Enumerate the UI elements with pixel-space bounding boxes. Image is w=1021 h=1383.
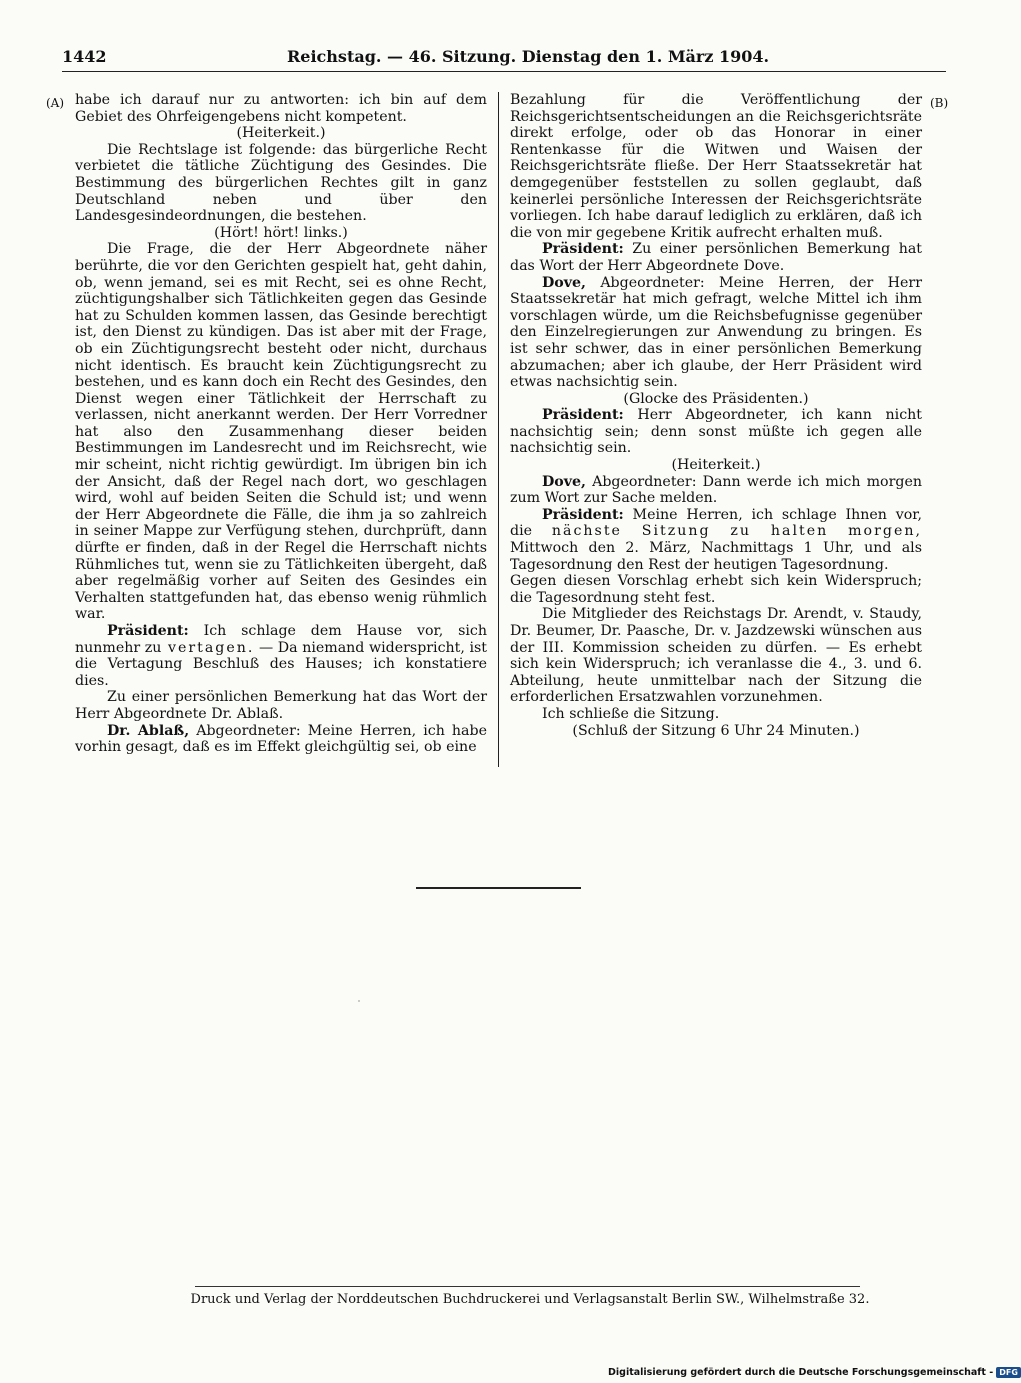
margin-marker-a: (A) — [46, 96, 65, 110]
paragraph-text: Ich schließe die Sitzung. — [542, 705, 720, 722]
paragraph — [75, 623, 487, 689]
paragraph — [75, 92, 487, 125]
credit-text: Digitalisierung gefördert durch die Deutsche Forschungsgemeinschaft - — [608, 1367, 994, 1378]
paragraph — [510, 573, 922, 606]
speaker-name: Präsident: — [542, 241, 624, 258]
paragraph — [510, 474, 922, 507]
speaker-name: Dove, — [542, 274, 586, 291]
printer-imprint: Druck und Verlag der Norddeutschen Buchdruckerei und Verlagsanstalt Berlin SW., Wilhelmstraße 32. — [190, 1292, 870, 1307]
paragraph-text: Gegen diesen Vorschlag erhebt sich kein Widerspruch; die Tagesordnung steht fest. — [510, 573, 922, 606]
speaker-name: Präsident: — [542, 407, 624, 424]
paragraph-text: Abgeordneter: Meine Herren, ich habe vorhin gesagt, daß es im Effekt gleichgültig sei, ob eine — [75, 722, 487, 756]
paragraph — [75, 125, 487, 142]
paragraph-text: habe ich darauf nur zu antworten: ich bin auf dem Gebiet des Ohrfeigengebens nicht kompetent. — [75, 92, 487, 125]
paragraph — [510, 92, 922, 241]
paragraph — [510, 391, 922, 408]
page-number: 1442 — [62, 47, 107, 66]
paragraph — [75, 142, 487, 225]
paragraph — [510, 507, 922, 573]
running-header — [62, 47, 946, 69]
paragraph-text-rest: — Da niemand widerspricht, ist die Vertagung Beschluß des Hauses; ich konstatiere dies. — [75, 639, 487, 689]
column-divider — [498, 92, 499, 767]
end-rule — [416, 887, 581, 889]
paragraph-text-rest: Mittwoch den 2. März, Nachmittags 1 Uhr, und als Tagesordnung den Rest der heutigen Tagesordnung. — [510, 540, 922, 573]
paragraph-text: Herr Abgeordneter, ich kann nicht nachsichtig sein; denn sonst müßte ich gegen alle nachsichtig sein. — [510, 407, 922, 457]
paragraph — [510, 723, 922, 740]
paragraph-text: Die Frage, die der Herr Abgeordnete näher berührte, die vor den Gerichten gespielt hat, geht dahin, ob, wenn jemand, sei es mit Recht, sei es ohne Recht, züchtigungshalber sich Tätlichkeiten gegen das Gesinde hat zu Schulden kommen lassen, das Gesinde berechtigt ist, den Dienst zu kündigen. Das ist aber mit der Frage, ob ein Züchtigungsrecht besteht oder nicht, durchaus nicht identisch. Es braucht kein Züchtigungsrecht zu bestehen, und es kann doch ein Recht des Gesindes, den Dienst wegen einer Tätlichkeit der Herrschaft zu verlassen, nicht anerkannt werden. Der Herr Vorredner hat also den Zusammenhang dieser beiden Bestimmungen im Landesrecht und im Reichsrecht, wie mir scheint, nicht richtig gewürdigt. Im übrigen bin ich der Ansicht, daß der Regel nach dort, wo geschlagen wird, wohl auf beiden Seiten die Schuld ist; und wenn der Herr Abgeordnete die Fälle, die ihm ja so zahlreich in seiner Mappe zur Verfügung stehen, durchprüft, dann dürfte er finden, daß in der Regel die Herrschaft nichts Rühmliches tut, wenn sie zu Tätlichkeiten übergeht, daß aber regelmäßig vorher auf Seiten des Gesindes ein Verhalten stattgefunden hat, das ebenso wenig rühmlich war. — [75, 241, 487, 623]
header-rule — [62, 71, 946, 72]
paragraph-text: Abgeordneter: Dann werde ich mich morgen zum Wort zur Sache melden. — [510, 473, 922, 507]
speaker-name: Dr. Ablaß, — [107, 722, 190, 739]
speaker-name: Präsident: — [107, 623, 189, 639]
paragraph-text: Ich schlage dem Hause vor, sich nunmehr zu — [75, 623, 487, 656]
paragraph — [510, 706, 922, 723]
paragraph-text: (Heiterkeit.) — [671, 457, 761, 474]
paragraph-text: Zu einer persönlichen Bemerkung hat das Wort der Herr Abgeordnete Dove. — [510, 241, 922, 274]
footer-rule — [195, 1286, 860, 1287]
right-column — [510, 92, 922, 739]
left-column — [75, 92, 487, 756]
paragraph-text: Bezahlung für die Veröffentlichung der Reichsgerichtsentscheidungen an die Reichsgerichtsräte direkt erfolge, oder ob das Honorar in einer Rentenkasse für die Witwen und Waisen der Reichsgerichtsräte fließe. Der Herr Staatssekretär hat demgegenüber feststellen zu sollen geglaubt, daß keinerlei persönliche Interessen der Reichsgerichtsräte vorliegen. Ich habe darauf lediglich zu erklären, daß ich die von mir gegebene Kritik aufrecht erhalten muß. — [510, 92, 922, 241]
paragraph — [75, 241, 487, 623]
dfg-logo: DFG — [996, 1367, 1021, 1378]
speaker-name: Dove, — [542, 473, 586, 490]
paragraph-text: Zu einer persönlichen Bemerkung hat das Wort der Herr Abgeordnete Dr. Ablaß. — [75, 689, 487, 722]
paragraph — [510, 606, 922, 706]
spaced-emphasis: vertagen. — [161, 639, 255, 656]
speaker-name: Präsident: — [542, 506, 624, 523]
paragraph-text: Abgeordneter: Meine Herren, der Herr Staatssekretär hat mich gefragt, welche Mittel ich ihm vorschlagen würde, um die Reichsbefugnisse gegenüber den Einzelregierungen zur Anwendung zu bringen. Es ist sehr schwer, das in einer persönlichen Bemerkung abzumachen; aber ich glaube, der Herr Präsident wird etwas nachsichtig sein. — [510, 274, 922, 391]
paragraph — [510, 407, 922, 457]
digitization-credit — [608, 1367, 1021, 1378]
paragraph-text: Die Rechtslage ist folgende: das bürgerliche Recht verbietet die tätliche Züchtigung des Gesindes. Die Bestimmung des bürgerlichen Rechtes gilt in ganz Deutschland neben und über den Landesgesindeordnungen, die bestehen. — [75, 141, 487, 225]
margin-marker-b: (B) — [930, 96, 949, 110]
paragraph — [75, 225, 487, 242]
paragraph — [510, 457, 922, 474]
paragraph — [75, 689, 487, 722]
paragraph-text: (Heiterkeit.) — [236, 125, 326, 142]
paragraph — [75, 723, 487, 756]
running-title: Reichstag. — 46. Sitzung. Dienstag den 1. März 1904. — [287, 47, 770, 66]
paragraph-text: (Glocke des Präsidenten.) — [623, 390, 809, 407]
paragraph — [510, 275, 922, 391]
paragraph-text: Die Mitglieder des Reichstags Dr. Arendt, v. Staudy, Dr. Beumer, Dr. Paasche, Dr. v. Jazdzewski wünschen aus der III. Kommission scheiden zu dürfen. — Es erhebt sich kein Widerspruch; ich veranlasse die 4., 3. und 6. Abteilung, heute unmittelbar nach der Sitzung die erforderlichen Ersatzwahlen vorzunehmen. — [510, 606, 922, 706]
paragraph-text: (Schluß der Sitzung 6 Uhr 24 Minuten.) — [572, 722, 860, 739]
paragraph-text: Meine Herren, ich schlage Ihnen vor, die — [510, 506, 922, 540]
paragraph — [510, 241, 922, 274]
speck — [358, 1000, 360, 1002]
spaced-emphasis: nächste Sitzung zu halten morgen, — [532, 523, 922, 540]
paragraph-text: (Hört! hört! links.) — [214, 224, 348, 241]
